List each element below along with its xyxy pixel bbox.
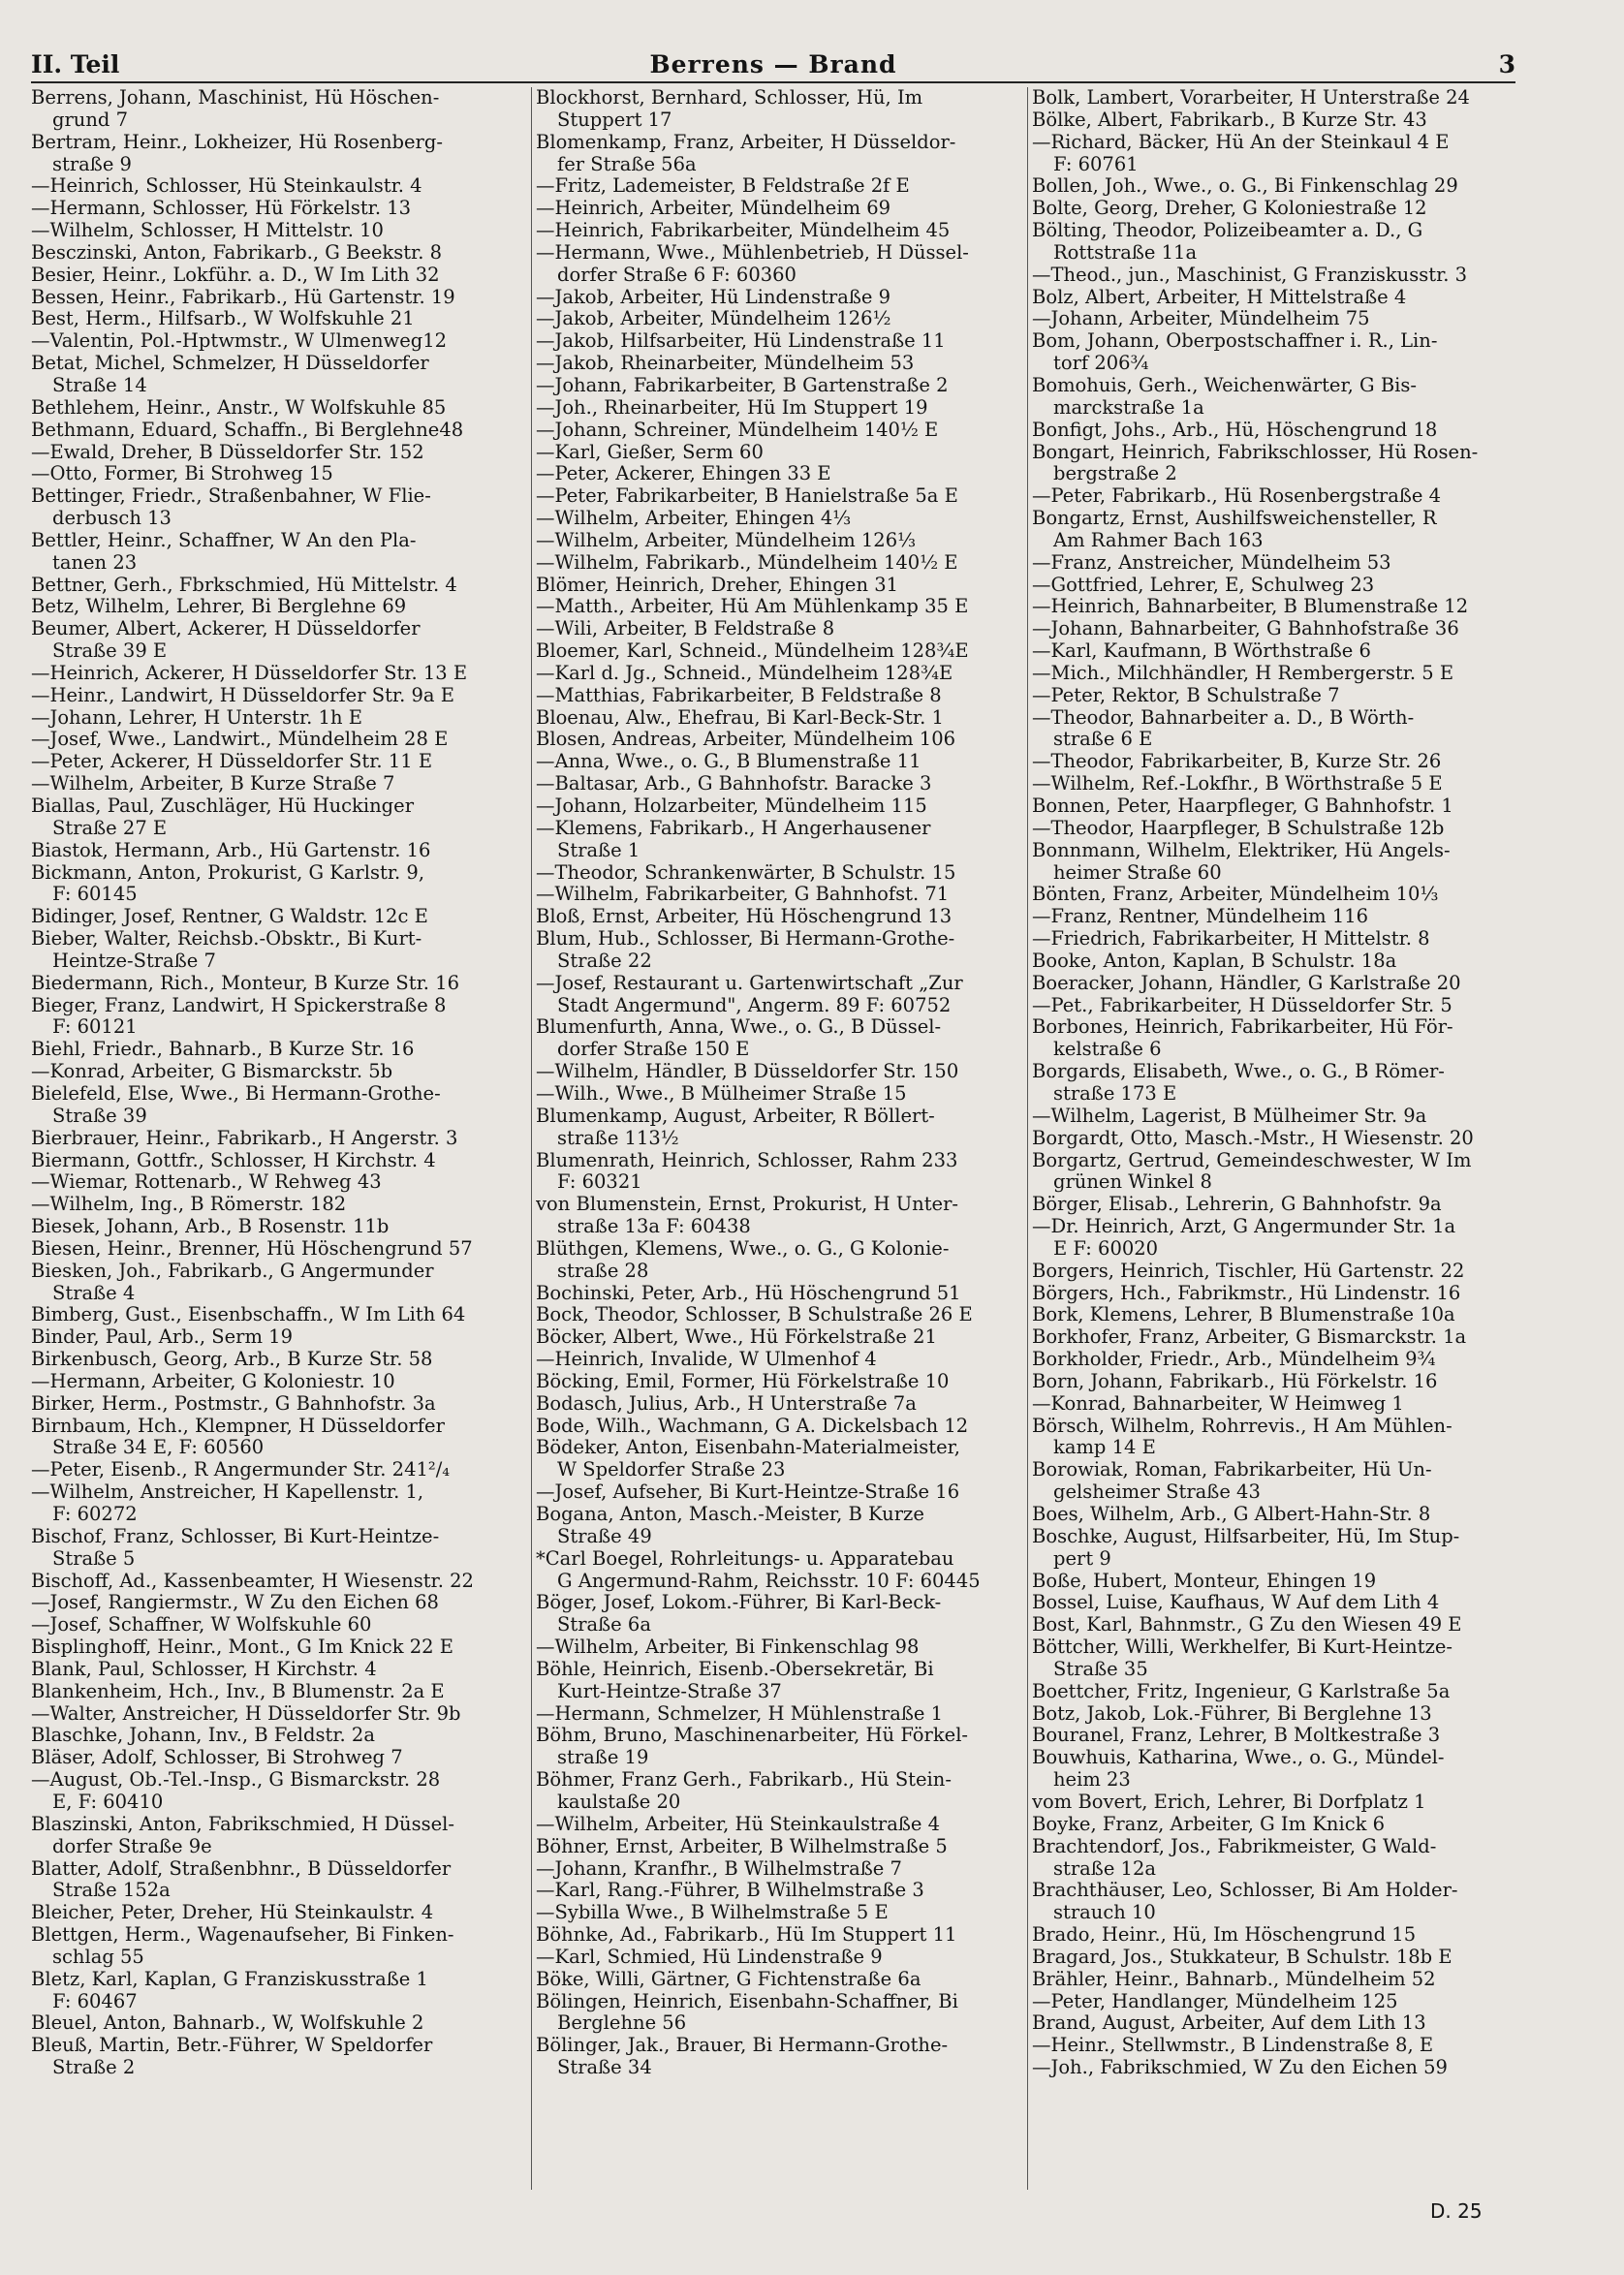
directory-entry-line: Blettgen, Herm., Wagenaufseher, Bi Finken-	[31, 1924, 454, 1947]
directory-entry-line: Bogana, Anton, Masch.-Meister, B Kurze	[536, 1504, 924, 1525]
directory-entry-line: —Wilhelm, Anstreicher, H Kapellenstr. 1,	[31, 1481, 424, 1504]
directory-entry-line: Booke, Anton, Kaplan, B Schulstr. 18a	[1032, 950, 1397, 972]
directory-entry-line: Bischof, Franz, Schlosser, Bi Kurt-Heintze-	[31, 1525, 440, 1547]
directory-entry-line: —Wilhelm, Arbeiter, Hü Steinkaulstraße 4	[536, 1813, 941, 1835]
directory-entry-line: Blaszinski, Anton, Fabrikschmied, H Düssel-	[31, 1813, 454, 1835]
directory-entry-line: —August, Ob.-Tel.-Insp., G Bismarckstr. 28	[31, 1769, 441, 1792]
directory-entry-line: Biedermann, Rich., Monteur, B Kurze Str. 16	[31, 972, 459, 994]
directory-entry-line: Besczinski, Anton, Fabrikarb., G Beekstr. 8	[31, 241, 443, 264]
directory-entry-line: Böhle, Heinrich, Eisenb.-Obersekretär, Bi	[536, 1658, 934, 1680]
directory-entry-line: straße 12a	[1053, 1857, 1156, 1880]
directory-entry-line: Straße 6a	[557, 1614, 651, 1636]
directory-entry-line: Bouranel, Franz, Lehrer, B Moltkestraße 3	[1032, 1725, 1441, 1747]
directory-entry-line: —Wili, Arbeiter, B Feldstraße 8	[536, 618, 835, 640]
directory-entry-line: —Jakob, Rheinarbeiter, Mündelheim 53	[536, 353, 915, 375]
directory-entry-line: grünen Winkel 8	[1053, 1171, 1212, 1194]
directory-entry-line: Bierbrauer, Heinr., Fabrikarb., H Angerstr. 3	[31, 1127, 458, 1149]
directory-entry-line: Boes, Wilhelm, Arb., G Albert-Hahn-Str. 8	[1032, 1504, 1431, 1525]
directory-entry-line: pert 9	[1053, 1547, 1111, 1570]
directory-entry-line: Bochinski, Peter, Arb., Hü Höschengrund 51	[536, 1282, 961, 1304]
directory-entry-line: Bertram, Heinr., Lokheizer, Hü Rosenberg-	[31, 131, 443, 153]
directory-entry-line: —Walter, Anstreicher, H Düsseldorfer Str. 9b	[31, 1702, 461, 1725]
directory-entry-line: —Anna, Wwe., o. G., B Blumenstraße 11	[536, 751, 921, 773]
directory-entry-line: Besier, Heinr., Lokführ. a. D., W Im Lith 32	[31, 264, 440, 286]
directory-entry-line: Bölingen, Heinrich, Eisenbahn-Schaffner, Bi	[536, 1990, 958, 2012]
directory-entry-line: Blankenheim, Hch., Inv., B Blumenstr. 2a E	[31, 1680, 445, 1702]
directory-entry-line: —Heinr., Stellwmstr., B Lindenstraße 8, E	[1032, 2035, 1434, 2057]
directory-entry-line: Borkholder, Friedr., Arb., Mündelheim 9¾	[1032, 1349, 1436, 1371]
directory-entry-line: Brachthäuser, Leo, Schlosser, Bi Am Holder-	[1032, 1880, 1458, 1902]
directory-entry-line: Bettner, Gerh., Fbrkschmied, Hü Mittelstr. 4	[31, 574, 457, 596]
directory-entry-line: —Jakob, Arbeiter, Mündelheim 126½	[536, 308, 891, 330]
directory-entry-line: —Peter, Fabrikarb., Hü Rosenbergstraße 4	[1032, 485, 1442, 508]
directory-entry-line: —Josef, Wwe., Landwirt., Mündelheim 28 E	[31, 729, 449, 751]
directory-entry-line: dorfer Straße 6 F: 60360	[557, 264, 796, 286]
directory-entry-line: Stuppert 17	[557, 109, 672, 131]
directory-entry-line: Blum, Hub., Schlosser, Bi Hermann-Grothe-	[536, 928, 955, 951]
directory-entry-line: Betz, Wilhelm, Lehrer, Bi Berglehne 69	[31, 596, 407, 618]
directory-entry-line: Böhm, Bruno, Maschinenarbeiter, Hü Förkel-	[536, 1725, 969, 1747]
directory-entry-line: grund 7	[52, 109, 129, 131]
directory-entry-line: Straße 49	[557, 1525, 652, 1547]
directory-entry-line: dorfer Straße 9e	[52, 1835, 212, 1857]
directory-entry-line: —Karl, Kaufmann, B Wörthstraße 6	[1032, 640, 1371, 663]
directory-entry-line: Bettler, Heinr., Schaffner, W An den Pla-	[31, 529, 417, 551]
directory-entry-line: Am Rahmer Bach 163	[1053, 529, 1264, 551]
directory-entry-line: Brachtendorf, Jos., Fabrikmeister, G Wald-	[1032, 1835, 1437, 1857]
directory-entry-line: Blomenkamp, Franz, Arbeiter, H Düsseldor-	[536, 131, 956, 153]
directory-entry-line: —Wilhelm, Ing., B Römerstr. 182	[31, 1194, 347, 1216]
directory-entry-line: W Speldorfer Straße 23	[557, 1459, 786, 1481]
directory-entry-line: —Ewald, Dreher, B Düsseldorfer Str. 152	[31, 441, 424, 463]
directory-entry-line: Bessen, Heinr., Fabrikarb., Hü Gartenstr. 19	[31, 286, 455, 308]
directory-entry-line: Bode, Wilh., Wachmann, G A. Dickelsbach 12	[536, 1415, 969, 1437]
directory-entry-line: —Karl, Schmied, Hü Lindenstraße 9	[536, 1946, 883, 1968]
directory-entry-line: F: 60321	[557, 1171, 642, 1194]
directory-entry-line: —Heinrich, Bahnarbeiter, B Blumenstraße 12	[1032, 596, 1469, 618]
directory-entry-line: Brähler, Heinr., Bahnarb., Mündelheim 52	[1032, 1968, 1436, 1990]
directory-entry-line: marckstraße 1a	[1053, 396, 1204, 419]
directory-entry-line: —Matth., Arbeiter, Hü Am Mühlenkamp 35 E	[536, 596, 969, 618]
directory-entry-line: —Peter, Ackerer, H Düsseldorfer Str. 11 E	[31, 751, 433, 773]
directory-entry-line: —Wiemar, Rottenarb., W Rehweg 43	[31, 1171, 382, 1194]
directory-entry-line: Biermann, Gottfr., Schlosser, H Kirchstr. 4	[31, 1149, 436, 1171]
directory-entry-line: Straße 152a	[52, 1880, 171, 1902]
directory-entry-line: —Karl, Gießer, Serm 60	[536, 441, 764, 463]
directory-entry-line: F: 60145	[52, 884, 138, 906]
directory-entry-line: —Johann, Holzarbeiter, Mündelheim 115	[536, 795, 927, 817]
directory-entry-line: Bossel, Luise, Kaufhaus, W Auf dem Lith 4	[1032, 1592, 1440, 1614]
directory-entry-line: Biehl, Friedr., Bahnarb., B Kurze Str. 16	[31, 1039, 415, 1061]
directory-entry-line: —Sybilla Wwe., B Wilhelmstraße 5 E	[536, 1902, 889, 1924]
directory-entry-line: E F: 60020	[1053, 1237, 1159, 1260]
directory-entry-line: Bolz, Albert, Arbeiter, H Mittelstraße 4	[1032, 286, 1407, 308]
directory-entry-line: Blank, Paul, Schlosser, H Kirchstr. 4	[31, 1658, 377, 1680]
directory-entry-line: Bölke, Albert, Fabrikarb., B Kurze Str. 43	[1032, 109, 1427, 131]
directory-entry-line: —Josef, Aufseher, Bi Kurt-Heintze-Straße 16	[536, 1481, 960, 1504]
directory-entry-line: —Theodor, Haarpfleger, B Schulstraße 12b	[1032, 817, 1445, 839]
directory-entry-line: Born, Johann, Fabrikarb., Hü Förkelstr. 16	[1032, 1370, 1438, 1392]
directory-entry-line: Börsch, Wilhelm, Rohrrevis., H Am Mühlen-	[1032, 1415, 1452, 1437]
directory-entry-line: Bölinger, Jak., Brauer, Bi Hermann-Grothe-	[536, 2035, 949, 2057]
directory-entry-line: Bielefeld, Else, Wwe., Bi Hermann-Grothe-	[31, 1082, 441, 1105]
directory-entry-line: —Johann, Schreiner, Mündelheim 140½ E	[536, 419, 939, 441]
directory-entry-line: Blumenrath, Heinrich, Schlosser, Rahm 233	[536, 1149, 958, 1171]
directory-entry-line: Bethlehem, Heinr., Anstr., W Wolfskuhle 85	[31, 396, 447, 419]
directory-entry-line: Bläser, Adolf, Schlosser, Bi Strohweg 7	[31, 1747, 403, 1769]
directory-entry-line: —Theodor, Bahnarbeiter a. D., B Wörth-	[1032, 706, 1415, 729]
part-label: II. Teil	[31, 50, 120, 78]
directory-entry-line: —Heinrich, Fabrikarbeiter, Mündelheim 45	[536, 220, 951, 242]
directory-entry-line: Beumer, Albert, Ackerer, H Düsseldorfer	[31, 618, 421, 640]
running-head	[31, 48, 1515, 83]
directory-entry-line: —Wilhelm, Händler, B Düsseldorfer Str. 150	[536, 1061, 959, 1083]
directory-entry-line: Straße 27 E	[52, 817, 168, 839]
directory-entry-line: Bloenau, Alw., Ehefrau, Bi Karl-Beck-Str. 1	[536, 706, 944, 729]
directory-entry-line: —Pet., Fabrikarbeiter, H Düsseldorfer Str. 5	[1032, 994, 1452, 1016]
directory-entry-line: Bleuel, Anton, Bahnarb., W, Wolfskuhle 2	[31, 2012, 424, 2035]
directory-entry-line: Birkenbusch, Georg, Arb., B Kurze Str. 58	[31, 1349, 433, 1371]
directory-entry-line: straße 113½	[557, 1127, 679, 1149]
directory-entry-line: straße 9	[52, 153, 132, 175]
directory-entry-line: gelsheimer Straße 43	[1053, 1481, 1261, 1504]
directory-entry-line: —Matthias, Fabrikarbeiter, B Feldstraße 8	[536, 684, 942, 706]
directory-entry-line: Straße 35	[1053, 1658, 1148, 1680]
directory-entry-line: Borgards, Elisabeth, Wwe., o. G., B Römer-	[1032, 1061, 1445, 1083]
directory-entry-line: Bonnen, Peter, Haarpfleger, G Bahnhofstr. 1	[1032, 795, 1453, 817]
directory-entry-line: —Karl d. Jg., Schneid., Mündelheim 128¾E	[536, 662, 953, 684]
directory-entry-line: Blumenkamp, August, Arbeiter, R Böllert-	[536, 1105, 935, 1127]
directory-entry-line: tanen 23	[52, 551, 138, 574]
directory-entry-line: —Heinrich, Schlosser, Hü Steinkaulstr. 4	[31, 175, 422, 198]
directory-entry-line: Kurt-Heintze-Straße 37	[557, 1680, 782, 1702]
directory-entry-line: —Wilhelm, Lagerist, B Mülheimer Str. 9a	[1032, 1105, 1427, 1127]
directory-entry-line: —Theodor, Fabrikarbeiter, B, Kurze Str. 26	[1032, 751, 1442, 773]
directory-entry-line: Blömer, Heinrich, Dreher, Ehingen 31	[536, 574, 899, 596]
directory-entry-line: —Johann, Lehrer, H Unterstr. 1h E	[31, 706, 362, 729]
directory-entry-line: Botz, Jakob, Lok.-Führer, Bi Berglehne 13	[1032, 1702, 1432, 1725]
directory-entry-line: Bletz, Karl, Kaplan, G Franziskusstraße 1	[31, 1968, 428, 1990]
directory-entry-line: —Peter, Eisenb., R Angermunder Str. 241²/₄	[31, 1459, 451, 1481]
directory-entry-line: —Jakob, Hilfsarbeiter, Hü Lindenstraße 11	[536, 330, 946, 353]
directory-entry-line: Borowiak, Roman, Fabrikarbeiter, Hü Un-	[1032, 1459, 1432, 1481]
directory-entry-line: —Heinrich, Ackerer, H Düsseldorfer Str. 13 E	[31, 662, 468, 684]
directory-entry-line: Biesken, Joh., Fabrikarb., G Angermunder	[31, 1260, 434, 1282]
page-range-title: Berrens — Brand	[649, 50, 897, 78]
directory-entry-line: —Wilhelm, Arbeiter, Ehingen 4⅓	[536, 508, 852, 530]
directory-entry-line: Bölting, Theodor, Polizeibeamter a. D., G	[1032, 220, 1423, 242]
directory-entry-line: Borbones, Heinrich, Fabrikarbeiter, Hü För-	[1032, 1016, 1453, 1039]
directory-entry-line: Bodasch, Julius, Arb., H Unterstraße 7a	[536, 1392, 917, 1415]
directory-entry-line: Bisplinghoff, Heinr., Mont., G Im Knick 22 E	[31, 1636, 453, 1659]
directory-entry-line: Böhnke, Ad., Fabrikarb., Hü Im Stuppert 11	[536, 1924, 957, 1947]
directory-entry-line: —Heinrich, Invalide, W Ulmenhof 4	[536, 1349, 877, 1371]
directory-entry-line: vom Bovert, Erich, Lehrer, Bi Dorfplatz 1	[1032, 1791, 1426, 1813]
directory-entry-line: Biastok, Hermann, Arb., Hü Gartenstr. 16	[31, 839, 431, 861]
directory-entry-line: Bleicher, Peter, Dreher, Hü Steinkaulstr. 4	[31, 1902, 434, 1924]
directory-entry-line: Bonfigt, Johs., Arb., Hü, Höschengrund 18	[1032, 419, 1438, 441]
directory-entry-line: F: 60761	[1053, 153, 1139, 175]
directory-entry-line: Bödeker, Anton, Eisenbahn-Materialmeister,	[536, 1437, 961, 1459]
directory-entry-line: kelstraße 6	[1053, 1039, 1162, 1061]
directory-entry-line: —Johann, Fabrikarbeiter, B Gartenstraße 2	[536, 374, 949, 396]
directory-entry-line: —Friedrich, Fabrikarbeiter, H Mittelstr. 8	[1032, 928, 1430, 951]
directory-entry-line: Stadt Angermund", Angerm. 89 F: 60752	[557, 994, 952, 1016]
directory-entry-line: F: 60272	[52, 1504, 138, 1525]
directory-entry-line: —Peter, Ackerer, Ehingen 33 E	[536, 463, 831, 485]
directory-entry-line: Blüthgen, Klemens, Wwe., o. G., G Kolonie-	[536, 1237, 950, 1260]
directory-entry-line: Bickmann, Anton, Prokurist, G Karlstr. 9,	[31, 861, 425, 884]
directory-entry-line: —Wilhelm, Fabrikarbeiter, G Bahnhofst. 71	[536, 884, 950, 906]
directory-entry-line: F: 60121	[52, 1016, 138, 1039]
directory-entry-line: Birker, Herm., Postmstr., G Bahnhofstr. 3a	[31, 1392, 436, 1415]
directory-entry-line: Straße 22	[557, 950, 652, 972]
directory-entry-line: Straße 1	[557, 839, 640, 861]
directory-entry-line: —Fritz, Lademeister, B Feldstraße 2f E	[536, 175, 910, 198]
directory-entry-line: —Karl, Rang.-Führer, B Wilhelmstraße 3	[536, 1880, 924, 1902]
directory-entry-line: Biesek, Johann, Arb., B Rosenstr. 11b	[31, 1216, 390, 1238]
directory-entry-line: Bongartz, Ernst, Aushilfsweichensteller, R	[1032, 508, 1437, 530]
directory-entry-line: kaulstaße 20	[557, 1791, 681, 1813]
directory-entry-line: Betat, Michel, Schmelzer, H Düsseldorfer	[31, 353, 429, 375]
directory-entry-line: Blumenfurth, Anna, Wwe., o. G., B Düssel-	[536, 1016, 942, 1039]
directory-entry-line: —Wilhelm, Ref.-Lokfhr., B Wörthstraße 5 E	[1032, 773, 1443, 795]
directory-entry-line: Bollen, Joh., Wwe., o. G., Bi Finkenschlag 29	[1032, 175, 1458, 198]
directory-entry-line: Bischoff, Ad., Kassenbeamter, H Wiesenstr. 22	[31, 1570, 474, 1592]
directory-entry-line: Borgartz, Gertrud, Gemeindeschwester, W Im	[1032, 1149, 1472, 1171]
directory-entry-line: —Wilhelm, Fabrikarb., Mündelheim 140½ E	[536, 551, 958, 574]
directory-entry-line: —Theodor, Schrankenwärter, B Schulstr. 15	[536, 861, 956, 884]
directory-entry-line: Heintze-Straße 7	[52, 950, 216, 972]
directory-entry-line: Bonnmann, Wilhelm, Elektriker, Hü Angels-	[1032, 839, 1451, 861]
directory-entry-line: Borkhofer, Franz, Arbeiter, G Bismarckstr. 1a	[1032, 1326, 1467, 1349]
directory-entry-line: Boeracker, Johann, Händler, G Karlstraße 20	[1032, 972, 1461, 994]
directory-entry-line: Brado, Heinr., Hü, Im Höschengrund 15	[1032, 1924, 1417, 1947]
directory-entry-line: Bönten, Franz, Arbeiter, Mündelheim 10⅓	[1032, 884, 1439, 906]
directory-entry-line: torf 206¾	[1053, 353, 1149, 375]
printer-signature: D. 25	[1430, 2199, 1483, 2223]
directory-entry-line: —Wilhelm, Arbeiter, Mündelheim 126⅓	[536, 529, 916, 551]
directory-entry-line: —Klemens, Fabrikarb., H Angerhausener	[536, 817, 931, 839]
directory-entry-line: fer Straße 56a	[557, 153, 697, 175]
directory-entry-line: Berrens, Johann, Maschinist, Hü Höschen-	[31, 87, 440, 109]
directory-entry-line: Bost, Karl, Bahnmstr., G Zu den Wiesen 49 E	[1032, 1614, 1462, 1636]
directory-entry-line: —Baltasar, Arb., G Bahnhofstr. Baracke 3	[536, 773, 932, 795]
directory-entry-line: F: 60467	[52, 1990, 138, 2012]
directory-entry-line: —Joh., Fabrikschmied, W Zu den Eichen 59	[1032, 2057, 1448, 2079]
directory-entry-line: Straße 5	[52, 1547, 136, 1570]
directory-entry-line: Birnbaum, Hch., Klempner, H Düsseldorfer	[31, 1415, 445, 1437]
directory-entry-line: Böke, Willi, Gärtner, G Fichtenstraße 6a	[536, 1968, 921, 1990]
directory-entry-line: Biallas, Paul, Zuschläger, Hü Huckinger	[31, 795, 415, 817]
directory-entry-line: straße 13a F: 60438	[557, 1216, 751, 1238]
directory-entry-line: Bouwhuis, Katharina, Wwe., o. G., Mündel-	[1032, 1747, 1445, 1769]
directory-entry-line: Bleuß, Martin, Betr.-Führer, W Speldorfer	[31, 2035, 433, 2057]
directory-entry-line: heimer Straße 60	[1053, 861, 1222, 884]
directory-entry-line: schlag 55	[52, 1946, 144, 1968]
column-1	[31, 87, 533, 2190]
directory-entry-line: Bloemer, Karl, Schneid., Mündelheim 128¾E	[536, 640, 969, 663]
directory-entry-line: Blosen, Andreas, Arbeiter, Mündelheim 106	[536, 729, 956, 751]
directory-entry-line: —Otto, Former, Bi Strohweg 15	[31, 463, 333, 485]
directory-entry-line: Borgers, Heinrich, Tischler, Hü Gartenstr. 22	[1032, 1260, 1465, 1282]
directory-entry-line: —Richard, Bäcker, Hü An der Steinkaul 4 E	[1032, 131, 1450, 153]
directory-entry-line: strauch 10	[1053, 1902, 1156, 1924]
directory-entry-line: Bock, Theodor, Schlosser, B Schulstraße 26 E	[536, 1304, 973, 1326]
directory-entry-line: Straße 14	[52, 374, 147, 396]
directory-entry-line: Bongart, Heinrich, Fabrikschlosser, Hü Rosen-	[1032, 441, 1479, 463]
directory-entry-line: Binder, Paul, Arb., Serm 19	[31, 1326, 293, 1349]
directory-entry-line: Bom, Johann, Oberpostschaffner i. R., Lin-	[1032, 330, 1438, 353]
directory-entry-line: bergstraße 2	[1053, 463, 1177, 485]
directory-entry-line: Börgers, Hch., Fabrikmstr., Hü Lindenstr. 16	[1032, 1282, 1461, 1304]
directory-entry-line: —Franz, Rentner, Mündelheim 116	[1032, 906, 1369, 928]
directory-entry-line: Bolte, Georg, Dreher, G Koloniestraße 12	[1032, 198, 1427, 220]
directory-entry-line: *Carl Boegel, Rohrleitungs- u. Apparatebau	[536, 1547, 954, 1570]
directory-entry-line: —Konrad, Arbeiter, G Bismarckstr. 5b	[31, 1061, 393, 1083]
directory-entry-line: Böger, Josef, Lokom.-Führer, Bi Karl-Beck-	[536, 1592, 942, 1614]
directory-entry-line: E, F: 60410	[52, 1791, 164, 1813]
directory-entry-line: Straße 39 E	[52, 640, 168, 663]
directory-entry-line: —Wilhelm, Arbeiter, Bi Finkenschlag 98	[536, 1636, 920, 1659]
directory-entry-line: dorfer Straße 150 E	[557, 1039, 750, 1061]
directory-entry-line: —Johann, Bahnarbeiter, G Bahnhofstraße 36	[1032, 618, 1459, 640]
directory-entry-line: —Peter, Handlanger, Mündelheim 125	[1032, 1990, 1398, 2012]
directory-entry-line: —Johann, Kranfhr., B Wilhelmstraße 7	[536, 1857, 902, 1880]
page-number: 3	[1498, 50, 1515, 78]
directory-entry-line: —Josef, Rangiermstr., W Zu den Eichen 68	[31, 1592, 439, 1614]
directory-entry-line: —Wilhelm, Arbeiter, B Kurze Straße 7	[31, 773, 395, 795]
directory-entry-line: Blockhorst, Bernhard, Schlosser, Hü, Im	[536, 87, 923, 109]
directory-entry-line: Bethmann, Eduard, Schaffn., Bi Berglehne48	[31, 419, 464, 441]
directory-entry-line: —Joh., Rheinarbeiter, Hü Im Stuppert 19	[536, 396, 928, 419]
directory-entry-line: Berglehne 56	[557, 2012, 687, 2035]
directory-entry-line: —Valentin, Pol.-Hptwmstr., W Ulmenweg12	[31, 330, 448, 353]
directory-entry-line: Best, Herm., Hilfsarb., W Wolfskuhle 21	[31, 308, 415, 330]
directory-entry-line: Böhner, Ernst, Arbeiter, B Wilhelmstraße 5	[536, 1835, 948, 1857]
directory-entry-line: Bloß, Ernst, Arbeiter, Hü Höschengrund 13	[536, 906, 953, 928]
directory-entry-line: —Heinrich, Arbeiter, Mündelheim 69	[536, 198, 891, 220]
directory-entry-line: straße 173 E	[1053, 1082, 1177, 1105]
column-3	[1027, 87, 1522, 2190]
directory-entry-line: kamp 14 E	[1053, 1437, 1156, 1459]
directory-entry-line: —Jakob, Arbeiter, Hü Lindenstraße 9	[536, 286, 891, 308]
directory-entry-line: Rottstraße 11a	[1053, 241, 1198, 264]
directory-entry-line: Straße 34 E, F: 60560	[52, 1437, 265, 1459]
directory-entry-line: —Peter, Rektor, B Schulstraße 7	[1032, 684, 1340, 706]
directory-entry-line: heim 23	[1053, 1769, 1131, 1792]
directory-entry-line: Straße 39	[52, 1105, 147, 1127]
directory-entry-line: —Johann, Arbeiter, Mündelheim 75	[1032, 308, 1370, 330]
directory-entry-line: —Theod., jun., Maschinist, G Franziskusstr. 3	[1032, 264, 1468, 286]
directory-entry-line: —Josef, Schaffner, W Wolfskuhle 60	[31, 1614, 372, 1636]
directory-entry-line: Brand, August, Arbeiter, Auf dem Lith 13	[1032, 2012, 1426, 2035]
directory-entry-line: Biesen, Heinr., Brenner, Hü Höschengrund 57	[31, 1237, 473, 1260]
directory-entry-line: straße 19	[557, 1747, 649, 1769]
directory-entry-line: Bimberg, Gust., Eisenbschaffn., W Im Lith 64	[31, 1304, 466, 1326]
directory-entry-line: —Hermann, Wwe., Mühlenbetrieb, H Düssel-	[536, 241, 969, 264]
directory-entry-line: von Blumenstein, Ernst, Prokurist, H Unter-	[536, 1194, 958, 1216]
directory-entry-line: —Konrad, Bahnarbeiter, W Heimweg 1	[1032, 1392, 1404, 1415]
directory-entry-line: Bragard, Jos., Stukkateur, B Schulstr. 18b E	[1032, 1946, 1452, 1968]
directory-entry-line: Börger, Elisab., Lehrerin, G Bahnhofstr. 9a	[1032, 1194, 1442, 1216]
directory-entry-line: Bomohuis, Gerh., Weichenwärter, G Bis-	[1032, 374, 1417, 396]
directory-entry-line: straße 28	[557, 1260, 649, 1282]
directory-entry-line: Bidinger, Josef, Rentner, G Waldstr. 12c E	[31, 906, 428, 928]
directory-entry-line: —Peter, Fabrikarbeiter, B Hanielstraße 5a E	[536, 485, 958, 508]
directory-entry-line: Straße 4	[52, 1282, 136, 1304]
directory-entry-line: Boße, Hubert, Monteur, Ehingen 19	[1032, 1570, 1377, 1592]
directory-entry-line: Blatter, Adolf, Straßenbhnr., B Düsseldorfer	[31, 1857, 452, 1880]
directory-entry-line: Straße 34	[557, 2057, 652, 2079]
directory-entry-line: Bolk, Lambert, Vorarbeiter, H Unterstraße 24	[1032, 87, 1470, 109]
directory-entry-line: straße 6 E	[1053, 729, 1153, 751]
directory-entry-line: Böttcher, Willi, Werkhelfer, Bi Kurt-Heintze-	[1032, 1636, 1452, 1659]
directory-entry-line: —Gottfried, Lehrer, E, Schulweg 23	[1032, 574, 1375, 596]
directory-entry-line: Boyke, Franz, Arbeiter, G Im Knick 6	[1032, 1813, 1386, 1835]
directory-entry-line: derbusch 13	[52, 508, 172, 530]
column-2	[531, 87, 1032, 2190]
directory-entry-line: Böcking, Emil, Former, Hü Förkelstraße 10	[536, 1370, 950, 1392]
directory-entry-line: —Josef, Restaurant u. Gartenwirtschaft „Zur	[536, 972, 963, 994]
directory-entry-line: —Dr. Heinrich, Arzt, G Angermunder Str. 1a	[1032, 1216, 1456, 1238]
directory-entry-line: Böhmer, Franz Gerh., Fabrikarb., Hü Stein-	[536, 1769, 952, 1792]
directory-entry-line: Borgardt, Otto, Masch.-Mstr., H Wiesenstr. 20	[1032, 1127, 1474, 1149]
directory-entry-line: Böcker, Albert, Wwe., Hü Förkelstraße 21	[536, 1326, 937, 1349]
directory-entry-line: Bork, Klemens, Lehrer, B Blumenstraße 10a	[1032, 1304, 1455, 1326]
directory-entry-line: Straße 2	[52, 2057, 136, 2079]
directory-entry-line: G Angermund-Rahm, Reichsstr. 10 F: 60445	[557, 1570, 981, 1592]
directory-entry-line: —Wilhelm, Schlosser, H Mittelstr. 10	[31, 220, 384, 242]
directory-entry-line: Boschke, August, Hilfsarbeiter, Hü, Im Stup-	[1032, 1525, 1460, 1547]
directory-entry-line: —Hermann, Arbeiter, G Koloniestr. 10	[31, 1370, 395, 1392]
directory-entry-line: —Franz, Anstreicher, Mündelheim 53	[1032, 551, 1391, 574]
directory-entry-line: —Hermann, Schlosser, Hü Förkelstr. 13	[31, 198, 412, 220]
directory-entry-line: —Hermann, Schmelzer, H Mühlenstraße 1	[536, 1702, 944, 1725]
directory-entry-line: Blaschke, Johann, Inv., B Feldstr. 2a	[31, 1725, 375, 1747]
directory-entry-line: —Wilh., Wwe., B Mülheimer Straße 15	[536, 1082, 907, 1105]
directory-entry-line: —Mich., Milchhändler, H Rembergerstr. 5 E	[1032, 662, 1454, 684]
directory-entry-line: Bieber, Walter, Reichsb.-Obsktr., Bi Kurt-	[31, 928, 422, 951]
directory-entry-line: —Heinr., Landwirt, H Düsseldorfer Str. 9a E	[31, 684, 454, 706]
directory-entry-line: Bieger, Franz, Landwirt, H Spickerstraße 8	[31, 994, 447, 1016]
directory-entry-line: Bettinger, Friedr., Straßenbahner, W Flie-	[31, 485, 431, 508]
directory-entry-line: Boettcher, Fritz, Ingenieur, G Karlstraße 5a	[1032, 1680, 1451, 1702]
